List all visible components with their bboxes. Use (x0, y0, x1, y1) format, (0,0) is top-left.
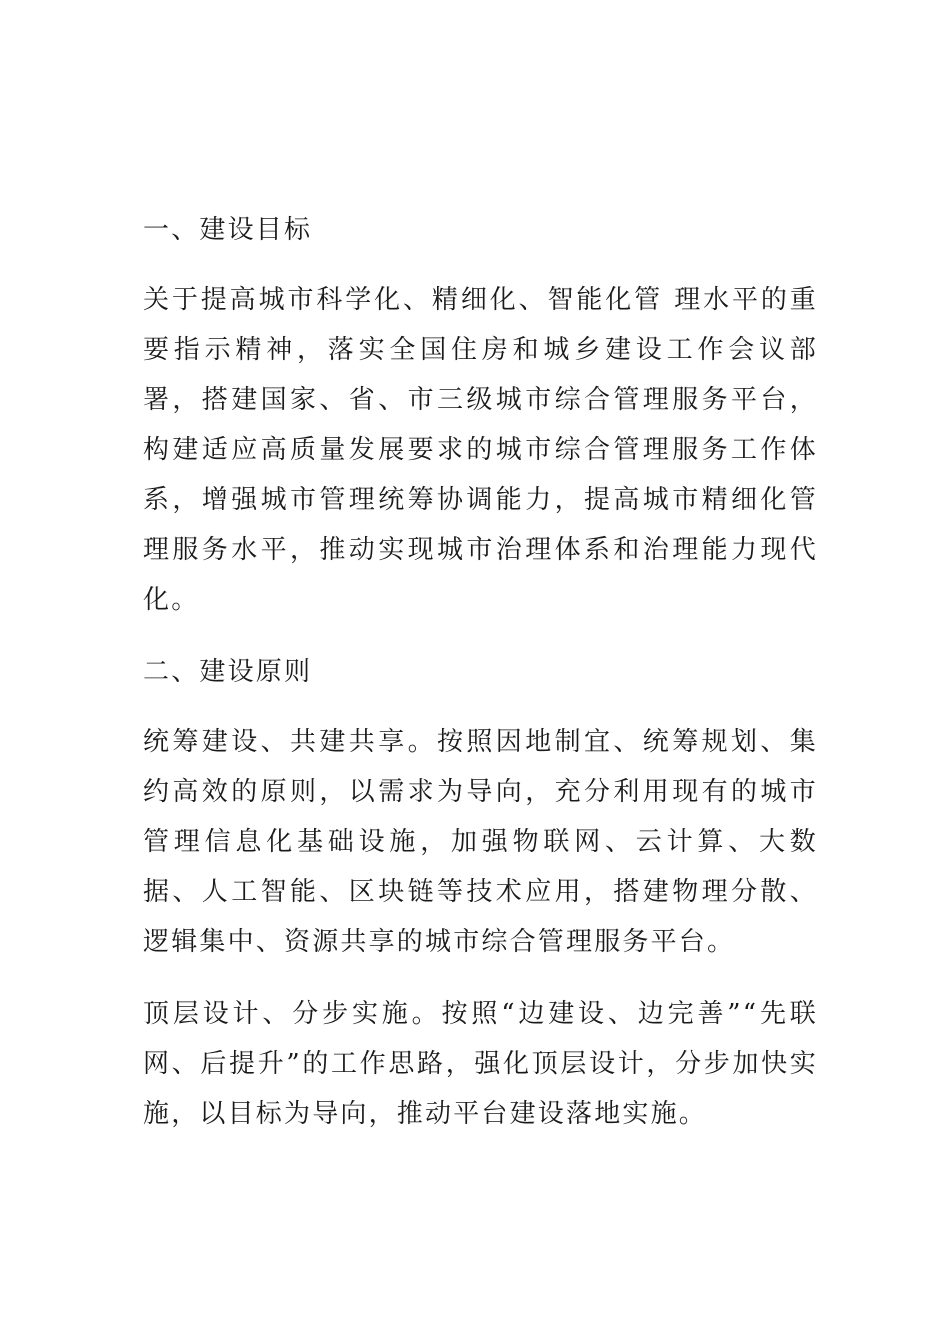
paragraph-principle-top-design: 顶层设计、分步实施。按照“边建设、边完善”“先联网、后提升”的工作思路，强化顶层设计，分步加快实施，以目标为导向，推动平台建设落地实施。 (143, 999, 818, 1129)
paragraph-principle-coordination: 统筹建设、共建共享。按照因地制宜、统筹规划、集约高效的原则，以需求为导向，充分利用现有的城市管理信息化基础设施，加强物联网、云计算、大数据、人工智能、区块链等技术应用，搭建物理分散、逻辑集中、资源共享的城市综合管理服务平台。 (143, 727, 818, 957)
section-heading-goals: 一、建设目标 (143, 215, 313, 245)
section-heading-principles: 二、建设原则 (143, 657, 313, 687)
paragraph-goals: 关于提高城市科学化、精细化、智能化管 理水平的重要指示精神，落实全国住房和城乡建设工作会议部署，搭建国家、省、市三级城市综合管理服务平台，构建适应高质量发展要求的城市综合管理服务工作体系，增强城市管理统筹协调能力，提高城市精细化管理服务水平，推动实现城市治理体系和治理能力现代化。 (143, 285, 818, 615)
document-body (143, 205, 818, 1139)
